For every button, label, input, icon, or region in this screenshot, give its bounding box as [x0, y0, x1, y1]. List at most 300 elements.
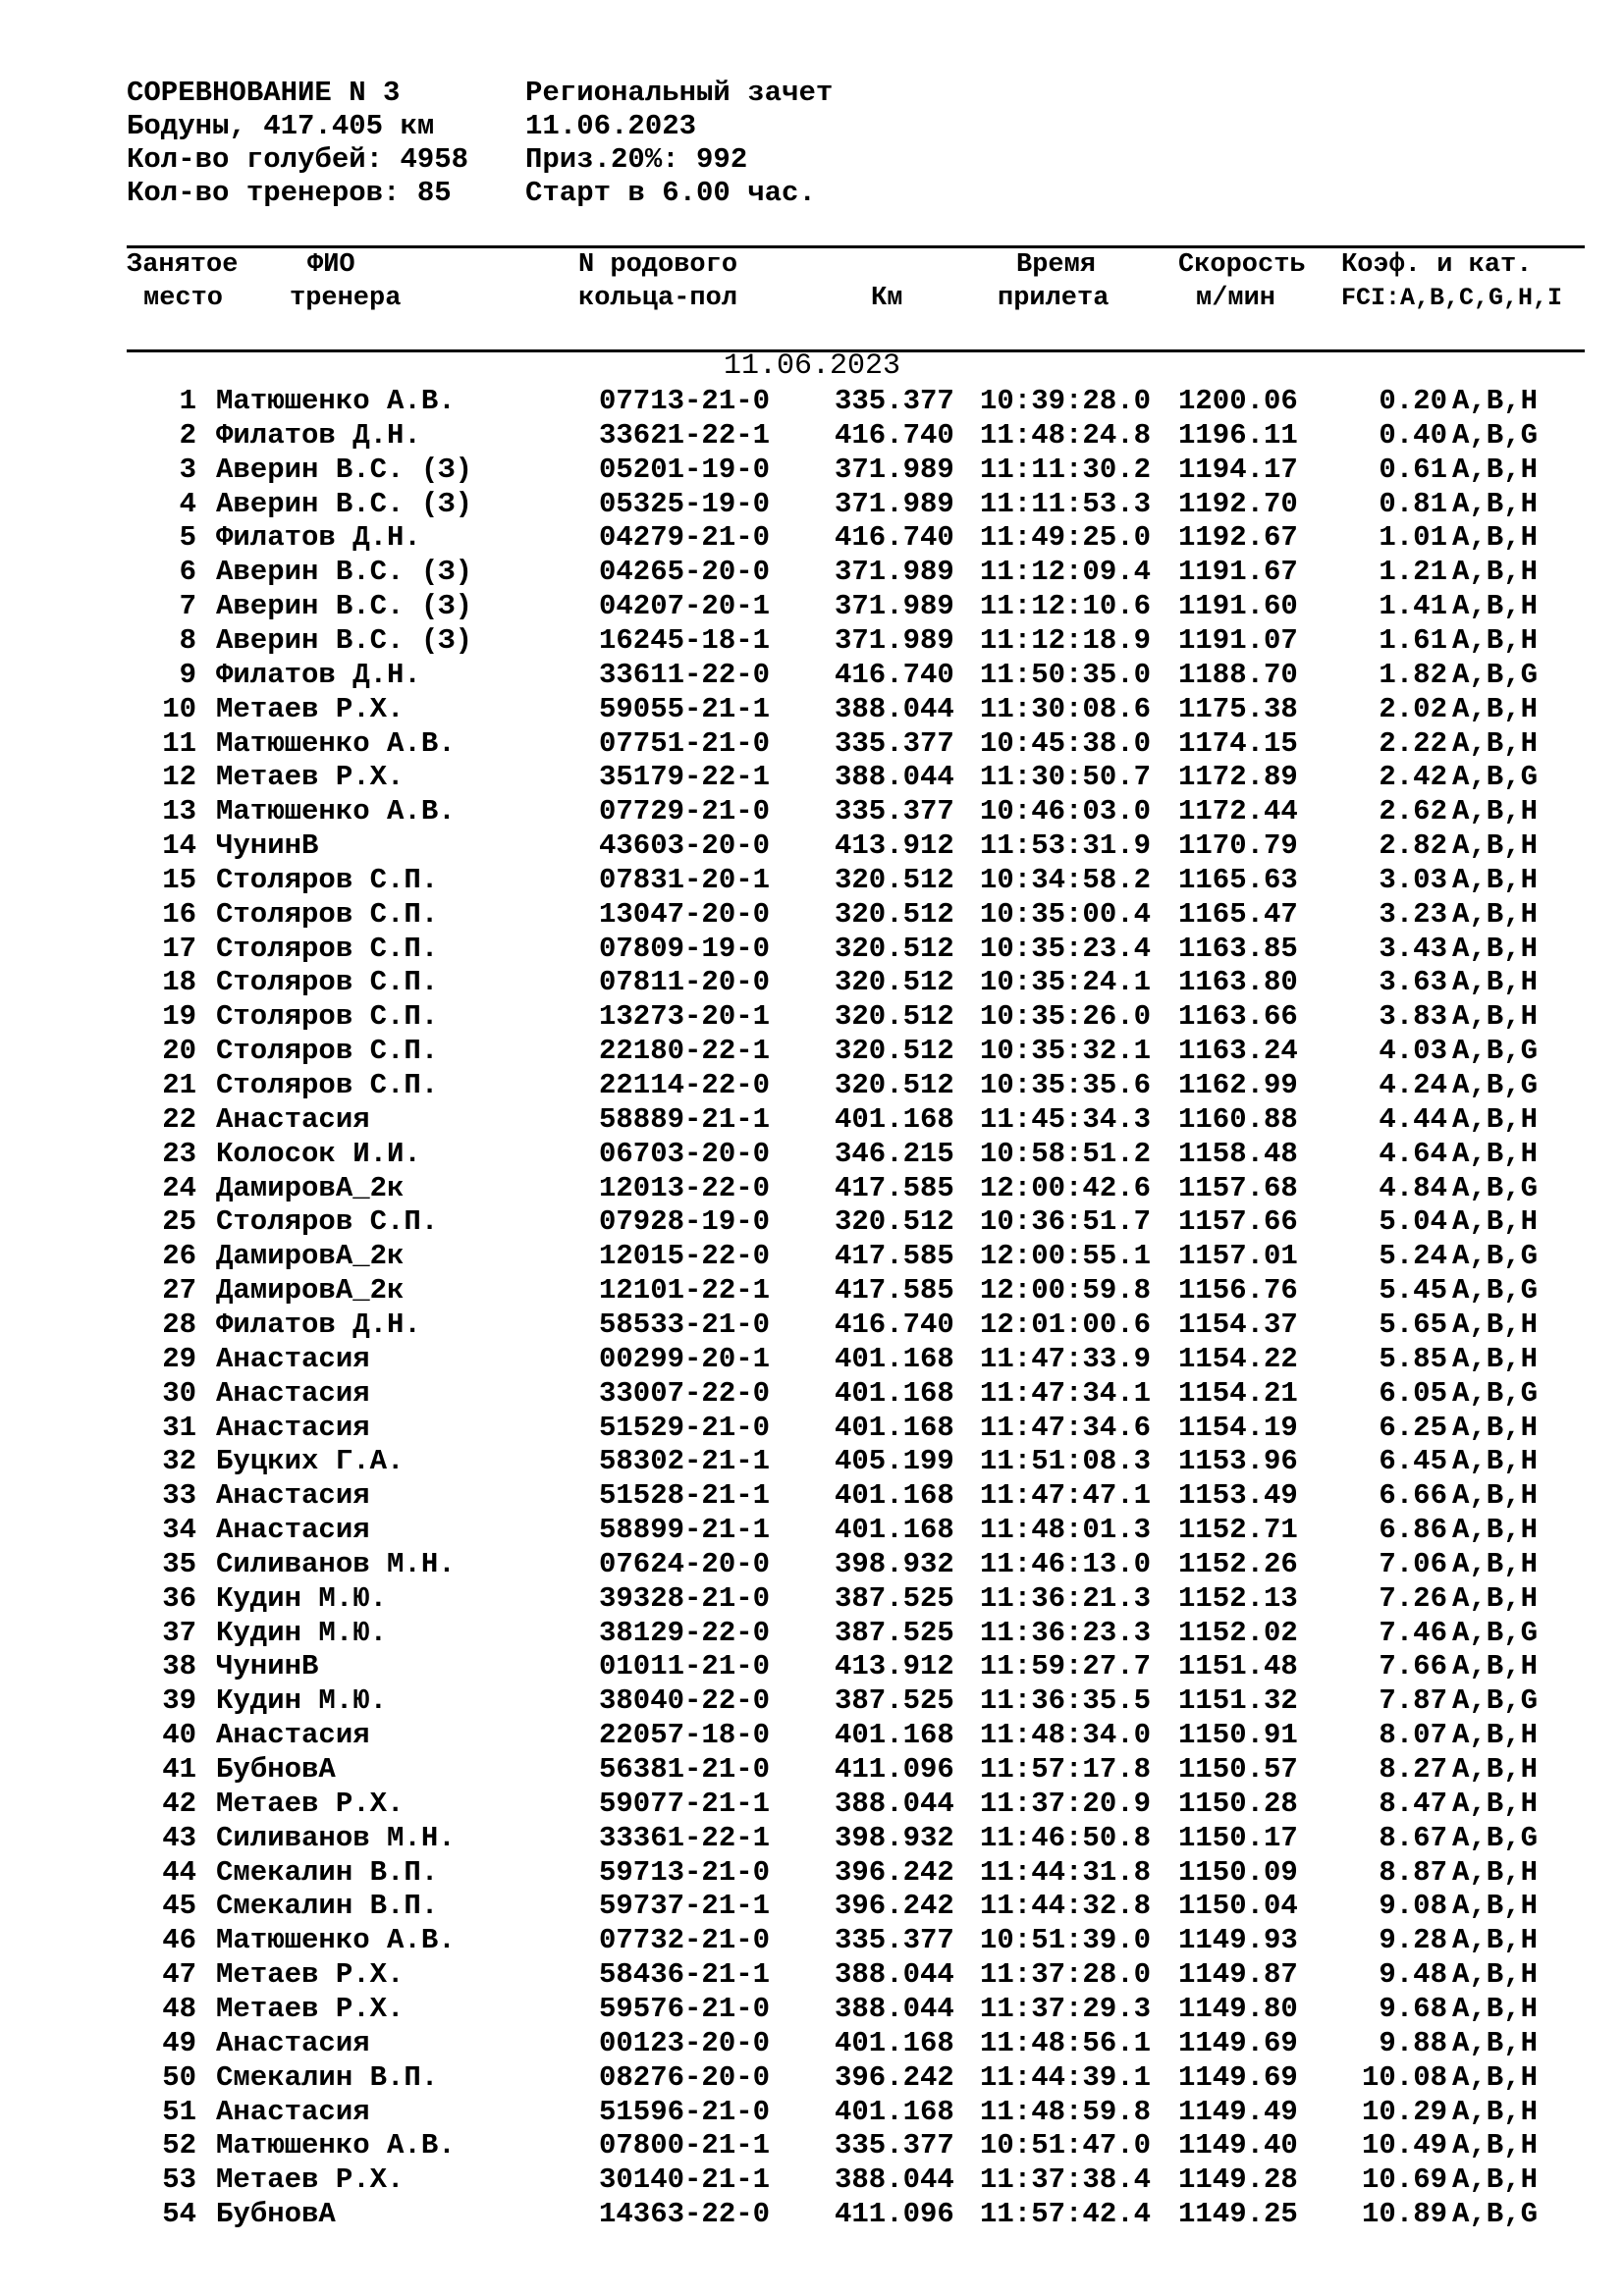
cell-coef: 3.83 [1379, 1000, 1447, 1034]
cell-time: 10:51:39.0 [980, 1924, 1152, 1957]
cell-time: 11:53:31.9 [980, 829, 1152, 863]
cell-speed: 1191.07 [1178, 623, 1298, 657]
cell-km: 398.932 [835, 1547, 954, 1580]
cell-name: Метаев Р.Х. [216, 692, 405, 725]
cell-place: 46 [162, 1924, 196, 1957]
cell-name: Столяров С.П. [216, 932, 439, 965]
cell-category: A,B,H [1452, 1308, 1539, 1341]
table-row [0, 1137, 1624, 1171]
table-row [0, 1308, 1624, 1342]
cell-speed: 1157.01 [1178, 1240, 1298, 1273]
cell-category: A,B,H [1452, 623, 1539, 657]
cell-place: 15 [162, 863, 196, 896]
cell-km: 401.168 [835, 1102, 954, 1136]
cell-name: Филатов Д.Н. [216, 521, 421, 555]
cell-name: Кудин М.Ю. [216, 1616, 388, 1649]
cell-ring: 07928-19-0 [599, 1205, 771, 1239]
cell-time: 11:57:17.8 [980, 1753, 1152, 1786]
cell-time: 11:48:01.3 [980, 1514, 1152, 1547]
cell-km: 387.525 [835, 1684, 954, 1718]
cell-speed: 1150.04 [1178, 1890, 1298, 1923]
cell-ring: 07809-19-0 [599, 932, 771, 965]
cell-km: 401.168 [835, 1479, 954, 1513]
cell-place: 17 [162, 932, 196, 965]
cell-ring: 51596-21-0 [599, 2095, 771, 2128]
cell-name: Анастасия [216, 1514, 370, 1547]
header-left-1: СОРЕВНОВАНИЕ N 3 [127, 77, 401, 109]
cell-category: A,B,G [1452, 658, 1539, 691]
cell-time: 11:47:34.6 [980, 1411, 1152, 1444]
cell-ring: 35179-22-1 [599, 761, 771, 794]
header-left-3: Кол-во голубей: 4958 [127, 143, 469, 176]
cell-time: 12:00:55.1 [980, 1240, 1152, 1273]
cell-coef: 9.28 [1379, 1924, 1447, 1957]
cell-category: A,B,G [1452, 761, 1539, 794]
table-row [0, 1649, 1624, 1683]
cell-name: ЧунинВ [216, 829, 319, 863]
cell-ring: 59737-21-1 [599, 1890, 771, 1923]
cell-name: Столяров С.П. [216, 1000, 439, 1034]
cell-time: 11:44:32.8 [980, 1890, 1152, 1923]
cell-place: 25 [162, 1205, 196, 1239]
cell-place: 26 [162, 1240, 196, 1273]
table-row [0, 1616, 1624, 1650]
cell-name: Аверин В.С. (З) [216, 487, 473, 520]
cell-speed: 1149.93 [1178, 1924, 1298, 1957]
cell-speed: 1149.49 [1178, 2095, 1298, 2128]
cell-place: 31 [162, 1411, 196, 1444]
cell-km: 388.044 [835, 1958, 954, 1992]
cell-coef: 7.26 [1379, 1581, 1447, 1615]
cell-km: 388.044 [835, 761, 954, 794]
cell-ring: 59055-21-1 [599, 692, 771, 725]
table-row [0, 1752, 1624, 1787]
cell-time: 11:51:08.3 [980, 1445, 1152, 1478]
cell-name: Смекалин В.П. [216, 2060, 439, 2094]
table-row [0, 2163, 1624, 2197]
table-row [0, 520, 1624, 555]
cell-time: 10:35:23.4 [980, 932, 1152, 965]
table-row [0, 1068, 1624, 1102]
cell-speed: 1154.19 [1178, 1411, 1298, 1444]
cell-coef: 1.82 [1379, 658, 1447, 691]
cell-category: A,B,H [1452, 590, 1539, 623]
cell-place: 9 [179, 658, 196, 691]
table-row [0, 1478, 1624, 1513]
cell-name: Метаев Р.Х. [216, 761, 405, 794]
cell-time: 11:36:35.5 [980, 1684, 1152, 1718]
cell-category: A,B,H [1452, 1890, 1539, 1923]
cell-time: 10:35:26.0 [980, 1000, 1152, 1034]
cell-place: 53 [162, 2163, 196, 2197]
cell-km: 417.585 [835, 1171, 954, 1204]
cell-category: A,B,H [1452, 1342, 1539, 1375]
cell-speed: 1153.49 [1178, 1479, 1298, 1513]
cell-speed: 1156.76 [1178, 1274, 1298, 1308]
cell-time: 11:48:24.8 [980, 418, 1152, 452]
cell-place: 30 [162, 1376, 196, 1410]
cell-place: 5 [179, 521, 196, 555]
cell-time: 11:36:21.3 [980, 1581, 1152, 1615]
cell-coef: 3.63 [1379, 966, 1447, 999]
cell-km: 335.377 [835, 1924, 954, 1957]
cell-speed: 1151.48 [1178, 1650, 1298, 1683]
cell-km: 401.168 [835, 1411, 954, 1444]
cell-coef: 10.29 [1361, 2095, 1447, 2128]
cell-place: 21 [162, 1069, 196, 1101]
cell-name: БубновА [216, 1753, 336, 1786]
cell-km: 371.989 [835, 623, 954, 657]
cell-place: 47 [162, 1958, 196, 1992]
cell-km: 411.096 [835, 1753, 954, 1786]
cell-category: A,B,H [1452, 1581, 1539, 1615]
cell-time: 12:01:00.6 [980, 1308, 1152, 1341]
cell-place: 40 [162, 1719, 196, 1752]
cell-place: 8 [179, 623, 196, 657]
cell-km: 388.044 [835, 692, 954, 725]
cell-coef: 9.88 [1379, 2026, 1447, 2059]
cell-speed: 1191.60 [1178, 590, 1298, 623]
cell-place: 24 [162, 1171, 196, 1204]
cell-name: Силиванов М.Н. [216, 1821, 456, 1854]
cell-ring: 16245-18-1 [599, 623, 771, 657]
cell-coef: 9.48 [1379, 1958, 1447, 1992]
cell-place: 48 [162, 1992, 196, 2025]
col-speed-h1: Скорость [1178, 250, 1306, 280]
cell-name: Столяров С.П. [216, 863, 439, 896]
cell-km: 401.168 [835, 1514, 954, 1547]
cell-km: 387.525 [835, 1616, 954, 1649]
cell-km: 413.912 [835, 1650, 954, 1683]
cell-speed: 1165.47 [1178, 897, 1298, 931]
cell-time: 10:35:24.1 [980, 966, 1152, 999]
cell-speed: 1162.99 [1178, 1069, 1298, 1101]
cell-km: 401.168 [835, 1342, 954, 1375]
cell-category: A,B,H [1452, 897, 1539, 931]
cell-ring: 00123-20-0 [599, 2026, 771, 2059]
cell-category: A,B,H [1452, 1650, 1539, 1683]
cell-ring: 07751-21-0 [599, 726, 771, 760]
cell-km: 401.168 [835, 1719, 954, 1752]
cell-km: 411.096 [835, 2198, 954, 2231]
cell-coef: 6.66 [1379, 1479, 1447, 1513]
table-row [0, 1718, 1624, 1752]
cell-speed: 1157.68 [1178, 1171, 1298, 1204]
cell-coef: 2.42 [1379, 761, 1447, 794]
cell-speed: 1175.38 [1178, 692, 1298, 725]
table-row [0, 487, 1624, 521]
cell-coef: 5.85 [1379, 1342, 1447, 1375]
table-row [0, 1992, 1624, 2026]
cell-speed: 1154.37 [1178, 1308, 1298, 1341]
cell-km: 335.377 [835, 2129, 954, 2163]
cell-ring: 06703-20-0 [599, 1137, 771, 1170]
cell-speed: 1149.40 [1178, 2129, 1298, 2163]
cell-category: A,B,G [1452, 1616, 1539, 1649]
table-row [0, 1171, 1624, 1205]
cell-category: A,B,H [1452, 1924, 1539, 1957]
table-row [0, 1547, 1624, 1581]
cell-coef: 0.61 [1379, 453, 1447, 486]
cell-coef: 6.05 [1379, 1376, 1447, 1410]
cell-speed: 1149.25 [1178, 2198, 1298, 2231]
cell-speed: 1192.67 [1178, 521, 1298, 555]
cell-name: Матюшенко А.В. [216, 1924, 456, 1957]
cell-place: 19 [162, 1000, 196, 1034]
cell-time: 11:12:10.6 [980, 590, 1152, 623]
cell-time: 11:11:30.2 [980, 453, 1152, 486]
cell-km: 320.512 [835, 966, 954, 999]
cell-ring: 33621-22-1 [599, 418, 771, 452]
col-coef-h1: Коэф. и кат. [1341, 250, 1533, 280]
table-row [0, 1204, 1624, 1239]
cell-coef: 8.47 [1379, 1787, 1447, 1820]
cell-ring: 07624-20-0 [599, 1547, 771, 1580]
cell-speed: 1165.63 [1178, 863, 1298, 896]
cell-place: 3 [179, 453, 196, 486]
cell-name: Метаев Р.Х. [216, 1958, 405, 1992]
cell-speed: 1160.88 [1178, 1102, 1298, 1136]
cell-name: Анастасия [216, 1411, 370, 1444]
cell-name: Колосок И.И. [216, 1137, 421, 1170]
col-time-h1: Время [1016, 250, 1097, 280]
cell-coef: 5.65 [1379, 1308, 1447, 1341]
cell-coef: 1.01 [1379, 521, 1447, 555]
cell-category: A,B,H [1452, 829, 1539, 863]
cell-time: 11:30:08.6 [980, 692, 1152, 725]
cell-km: 405.199 [835, 1445, 954, 1478]
cell-time: 11:37:28.0 [980, 1958, 1152, 1992]
cell-place: 14 [162, 829, 196, 863]
cell-name: БубновА [216, 2198, 336, 2231]
cell-category: A,B,H [1452, 863, 1539, 896]
cell-place: 7 [179, 590, 196, 623]
table-row [0, 1855, 1624, 1890]
table-row [0, 1683, 1624, 1718]
cell-speed: 1152.02 [1178, 1616, 1298, 1649]
cell-name: Анастасия [216, 1102, 370, 1136]
cell-ring: 22057-18-0 [599, 1719, 771, 1752]
cell-coef: 4.84 [1379, 1171, 1447, 1204]
cell-coef: 6.25 [1379, 1411, 1447, 1444]
table-row [0, 589, 1624, 623]
cell-speed: 1163.66 [1178, 1000, 1298, 1034]
cell-place: 29 [162, 1342, 196, 1375]
cell-category: A,B,H [1452, 1855, 1539, 1889]
cell-speed: 1149.69 [1178, 2060, 1298, 2094]
cell-category: A,B,G [1452, 1821, 1539, 1854]
cell-time: 11:44:39.1 [980, 2060, 1152, 2094]
cell-ring: 22180-22-1 [599, 1035, 771, 1068]
cell-name: Смекалин В.П. [216, 1890, 439, 1923]
cell-place: 49 [162, 2026, 196, 2059]
table-row [0, 1034, 1624, 1068]
cell-category: A,B,H [1452, 2163, 1539, 2197]
cell-coef: 3.23 [1379, 897, 1447, 931]
cell-time: 11:45:34.3 [980, 1102, 1152, 1136]
cell-speed: 1192.70 [1178, 487, 1298, 520]
cell-place: 18 [162, 966, 196, 999]
cell-coef: 7.87 [1379, 1684, 1447, 1718]
cell-place: 23 [162, 1137, 196, 1170]
cell-name: Матюшенко А.В. [216, 726, 456, 760]
cell-place: 4 [179, 487, 196, 520]
cell-km: 320.512 [835, 863, 954, 896]
cell-time: 11:47:34.1 [980, 1376, 1152, 1410]
cell-time: 10:35:35.6 [980, 1069, 1152, 1101]
cell-speed: 1163.80 [1178, 966, 1298, 999]
cell-km: 371.989 [835, 556, 954, 589]
cell-ring: 07811-20-0 [599, 966, 771, 999]
cell-category: A,B,G [1452, 1069, 1539, 1101]
cell-name: Столяров С.П. [216, 1069, 439, 1101]
table-row [0, 453, 1624, 487]
cell-place: 13 [162, 795, 196, 828]
cell-ring: 59576-21-0 [599, 1992, 771, 2025]
cell-place: 42 [162, 1787, 196, 1820]
table-row [0, 828, 1624, 863]
cell-category: A,B,H [1452, 2129, 1539, 2163]
cell-km: 320.512 [835, 897, 954, 931]
cell-time: 12:00:59.8 [980, 1274, 1152, 1308]
cell-speed: 1149.80 [1178, 1992, 1298, 2025]
cell-ring: 38129-22-0 [599, 1616, 771, 1649]
cell-km: 320.512 [835, 1069, 954, 1101]
cell-km: 398.932 [835, 1821, 954, 1854]
cell-ring: 51528-21-1 [599, 1479, 771, 1513]
cell-time: 11:12:09.4 [980, 556, 1152, 589]
cell-ring: 58436-21-1 [599, 1958, 771, 1992]
cell-ring: 07729-21-0 [599, 795, 771, 828]
cell-name: Анастасия [216, 1479, 370, 1513]
cell-category: A,B,H [1452, 385, 1539, 417]
cell-ring: 56381-21-0 [599, 1753, 771, 1786]
cell-name: Анастасия [216, 2026, 370, 2059]
cell-ring: 12101-22-1 [599, 1274, 771, 1308]
cell-km: 416.740 [835, 658, 954, 691]
table-row [0, 932, 1624, 966]
cell-speed: 1188.70 [1178, 658, 1298, 691]
table-row [0, 418, 1624, 453]
cell-place: 37 [162, 1616, 196, 1649]
table-row [0, 1957, 1624, 1992]
table-row [0, 1821, 1624, 1855]
cell-km: 416.740 [835, 521, 954, 555]
cell-ring: 00299-20-1 [599, 1342, 771, 1375]
cell-category: A,B,H [1452, 453, 1539, 486]
cell-time: 10:34:58.2 [980, 863, 1152, 896]
cell-coef: 10.69 [1361, 2163, 1447, 2197]
header-right-3: Приз.20%: 992 [525, 143, 748, 176]
cell-km: 416.740 [835, 418, 954, 452]
cell-name: Аверин В.С. (З) [216, 556, 473, 589]
cell-category: A,B,H [1452, 1000, 1539, 1034]
cell-time: 11:37:29.3 [980, 1992, 1152, 2025]
cell-time: 11:46:13.0 [980, 1547, 1152, 1580]
cell-category: A,B,H [1452, 1445, 1539, 1478]
cell-time: 11:59:27.7 [980, 1650, 1152, 1683]
cell-km: 320.512 [835, 1035, 954, 1068]
cell-speed: 1172.89 [1178, 761, 1298, 794]
cell-name: Столяров С.П. [216, 1035, 439, 1068]
cell-place: 28 [162, 1308, 196, 1341]
cell-km: 371.989 [835, 590, 954, 623]
cell-name: Анастасия [216, 1376, 370, 1410]
table-row [0, 2128, 1624, 2163]
cell-km: 371.989 [835, 453, 954, 486]
table-row [0, 692, 1624, 726]
header-left-2: Бодуны, 417.405 км [127, 110, 435, 142]
cell-place: 2 [179, 418, 196, 452]
table-row [0, 1239, 1624, 1273]
cell-name: Кудин М.Ю. [216, 1581, 388, 1615]
cell-coef: 1.61 [1379, 623, 1447, 657]
cell-ring: 33611-22-0 [599, 658, 771, 691]
header-left-4: Кол-во тренеров: 85 [127, 177, 452, 209]
cell-category: A,B,H [1452, 1479, 1539, 1513]
cell-ring: 05201-19-0 [599, 453, 771, 486]
cell-coef: 8.07 [1379, 1719, 1447, 1752]
cell-place: 41 [162, 1753, 196, 1786]
cell-name: Буцких Г.А. [216, 1445, 405, 1478]
cell-km: 320.512 [835, 1205, 954, 1239]
cell-place: 43 [162, 1821, 196, 1854]
cell-km: 346.215 [835, 1137, 954, 1170]
cell-ring: 04207-20-1 [599, 590, 771, 623]
cell-name: Метаев Р.Х. [216, 1992, 405, 2025]
table-row [0, 1102, 1624, 1137]
cell-time: 11:49:25.0 [980, 521, 1152, 555]
cell-category: A,B,H [1452, 1102, 1539, 1136]
cell-name: Смекалин В.П. [216, 1855, 439, 1889]
cell-coef: 8.87 [1379, 1855, 1447, 1889]
section-date: 11.06.2023 [723, 349, 901, 383]
cell-time: 11:37:38.4 [980, 2163, 1152, 2197]
cell-category: A,B,G [1452, 1035, 1539, 1068]
cell-coef: 5.45 [1379, 1274, 1447, 1308]
cell-name: Силиванов М.Н. [216, 1547, 456, 1580]
cell-km: 388.044 [835, 2163, 954, 2197]
cell-speed: 1154.21 [1178, 1376, 1298, 1410]
cell-name: Филатов Д.Н. [216, 418, 421, 452]
cell-time: 10:58:51.2 [980, 1137, 1152, 1170]
cell-ring: 59077-21-1 [599, 1787, 771, 1820]
cell-ring: 38040-22-0 [599, 1684, 771, 1718]
cell-time: 10:36:51.7 [980, 1205, 1152, 1239]
cell-name: Анастасия [216, 2095, 370, 2128]
cell-time: 11:44:31.8 [980, 1855, 1152, 1889]
cell-km: 401.168 [835, 1376, 954, 1410]
cell-category: A,B,G [1452, 2198, 1539, 2231]
cell-name: Матюшенко А.В. [216, 385, 456, 417]
table-row [0, 2095, 1624, 2129]
table-row [0, 623, 1624, 658]
cell-coef: 9.68 [1379, 1992, 1447, 2025]
cell-km: 416.740 [835, 1308, 954, 1341]
cell-speed: 1149.28 [1178, 2163, 1298, 2197]
cell-category: A,B,H [1452, 2060, 1539, 2094]
cell-place: 45 [162, 1890, 196, 1923]
cell-coef: 2.82 [1379, 829, 1447, 863]
cell-ring: 07732-21-0 [599, 1924, 771, 1957]
cell-coef: 10.49 [1361, 2129, 1447, 2163]
table-row [0, 1342, 1624, 1376]
cell-ring: 07800-21-1 [599, 2129, 771, 2163]
header-right-2: 11.06.2023 [525, 110, 697, 142]
table-row [0, 2060, 1624, 2095]
cell-ring: 12015-22-0 [599, 1240, 771, 1273]
table-row [0, 999, 1624, 1034]
